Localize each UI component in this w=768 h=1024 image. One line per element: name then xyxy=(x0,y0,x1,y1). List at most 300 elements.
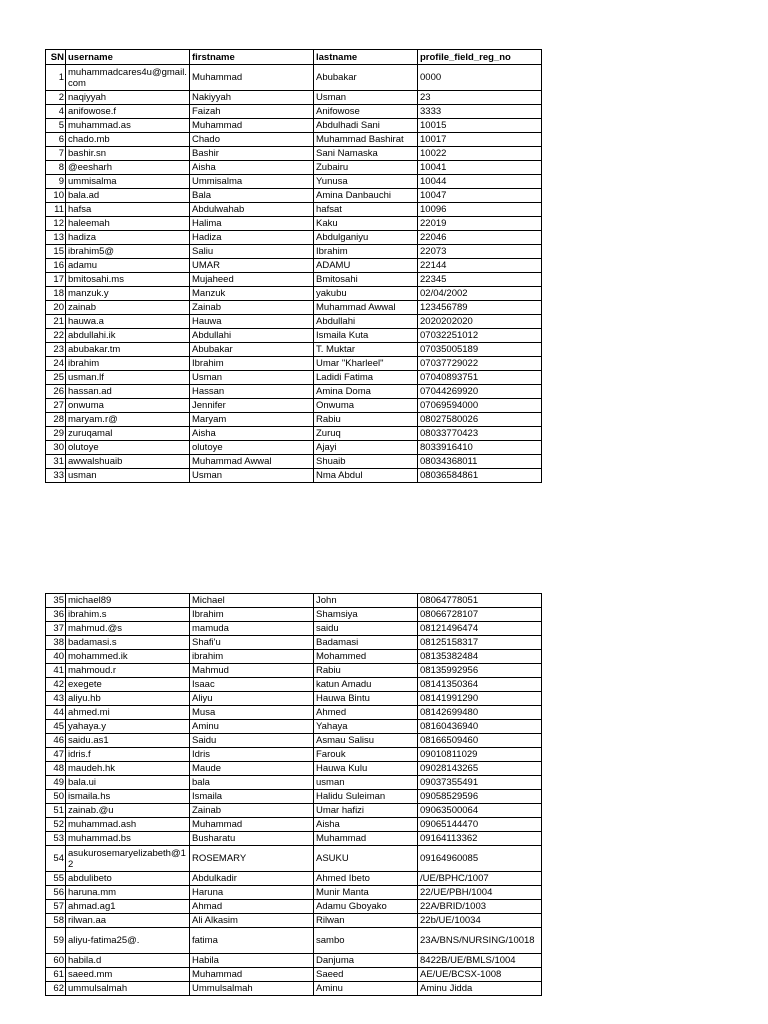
table-row xyxy=(46,720,542,734)
cell-username: @eesharh xyxy=(66,161,190,175)
cell-reg-no: 8422B/UE/BMLS/1004 xyxy=(418,954,542,968)
cell-firstname: Chado xyxy=(190,133,314,147)
table-row xyxy=(46,357,542,371)
table-row xyxy=(46,846,542,872)
cell-username: zuruqamal xyxy=(66,427,190,441)
cell-sn: 51 xyxy=(46,804,66,818)
cell-username: onwuma xyxy=(66,399,190,413)
cell-lastname: sambo xyxy=(314,928,418,954)
cell-reg-no: 08135992956 xyxy=(418,664,542,678)
table-row xyxy=(46,664,542,678)
cell-lastname: saidu xyxy=(314,622,418,636)
cell-username: saeed.mm xyxy=(66,968,190,982)
cell-lastname: yakubu xyxy=(314,287,418,301)
cell-sn: 55 xyxy=(46,872,66,886)
cell-firstname: Musa xyxy=(190,706,314,720)
table-row xyxy=(46,343,542,357)
cell-firstname: Idris xyxy=(190,748,314,762)
cell-lastname: Danjuma xyxy=(314,954,418,968)
cell-username: olutoye xyxy=(66,441,190,455)
cell-reg-no: AE/UE/BCSX-1008 xyxy=(418,968,542,982)
header-reg-no: profile_field_reg_no xyxy=(418,50,542,65)
table-row xyxy=(46,594,542,608)
cell-username: exegete xyxy=(66,678,190,692)
table-row xyxy=(46,65,542,91)
cell-username: ibrahim.s xyxy=(66,608,190,622)
cell-reg-no: 07037729022 xyxy=(418,357,542,371)
cell-sn: 44 xyxy=(46,706,66,720)
cell-lastname: Kaku xyxy=(314,217,418,231)
cell-reg-no: 08027580026 xyxy=(418,413,542,427)
cell-username: adamu xyxy=(66,259,190,273)
cell-lastname: Farouk xyxy=(314,748,418,762)
table-row xyxy=(46,399,542,413)
table-row xyxy=(46,608,542,622)
cell-firstname: Shafi'u xyxy=(190,636,314,650)
cell-username: hauwa.a xyxy=(66,315,190,329)
cell-reg-no: 10096 xyxy=(418,203,542,217)
cell-sn: 59 xyxy=(46,928,66,954)
cell-firstname: Abdulwahab xyxy=(190,203,314,217)
cell-reg-no: 23 xyxy=(418,91,542,105)
cell-sn: 62 xyxy=(46,982,66,996)
cell-sn: 52 xyxy=(46,818,66,832)
table-row xyxy=(46,245,542,259)
table-row xyxy=(46,91,542,105)
cell-sn: 15 xyxy=(46,245,66,259)
table-row xyxy=(46,914,542,928)
table-row xyxy=(46,273,542,287)
table-row xyxy=(46,748,542,762)
cell-sn: 57 xyxy=(46,900,66,914)
cell-username: aliyu-fatima25@. xyxy=(66,928,190,954)
cell-username: muhammad.ash xyxy=(66,818,190,832)
cell-lastname: Abdullahi xyxy=(314,315,418,329)
cell-firstname: olutoye xyxy=(190,441,314,455)
cell-username: mahmoud.r xyxy=(66,664,190,678)
cell-reg-no: 09065144470 xyxy=(418,818,542,832)
cell-sn: 16 xyxy=(46,259,66,273)
cell-sn: 58 xyxy=(46,914,66,928)
cell-firstname: Zainab xyxy=(190,804,314,818)
cell-lastname: Usman xyxy=(314,91,418,105)
cell-username: hassan.ad xyxy=(66,385,190,399)
cell-firstname: Ahmad xyxy=(190,900,314,914)
cell-username: abubakar.tm xyxy=(66,343,190,357)
cell-firstname: Ibrahim xyxy=(190,357,314,371)
cell-reg-no: 22144 xyxy=(418,259,542,273)
cell-lastname: Umar "Kharleel" xyxy=(314,357,418,371)
cell-firstname: Aisha xyxy=(190,427,314,441)
table-row xyxy=(46,133,542,147)
cell-lastname: Ajayi xyxy=(314,441,418,455)
cell-reg-no: 08135382484 xyxy=(418,650,542,664)
table-row xyxy=(46,982,542,996)
cell-lastname: Shamsiya xyxy=(314,608,418,622)
cell-firstname: Halima xyxy=(190,217,314,231)
cell-firstname: Muhammad xyxy=(190,65,314,91)
cell-username: ahmad.ag1 xyxy=(66,900,190,914)
cell-lastname: ASUKU xyxy=(314,846,418,872)
cell-firstname: Faizah xyxy=(190,105,314,119)
cell-firstname: Mujaheed xyxy=(190,273,314,287)
cell-firstname: Bashir xyxy=(190,147,314,161)
cell-reg-no: 09037355491 xyxy=(418,776,542,790)
cell-username: zainab.@u xyxy=(66,804,190,818)
cell-sn: 41 xyxy=(46,664,66,678)
cell-firstname: Hauwa xyxy=(190,315,314,329)
table-row xyxy=(46,287,542,301)
cell-username: manzuk.y xyxy=(66,287,190,301)
cell-firstname: Aisha xyxy=(190,161,314,175)
cell-reg-no: 08141350364 xyxy=(418,678,542,692)
header-row xyxy=(46,50,542,65)
table-row xyxy=(46,231,542,245)
table-row xyxy=(46,776,542,790)
cell-lastname: katun Amadu xyxy=(314,678,418,692)
cell-sn: 20 xyxy=(46,301,66,315)
cell-reg-no: 07069594000 xyxy=(418,399,542,413)
cell-sn: 37 xyxy=(46,622,66,636)
cell-sn: 46 xyxy=(46,734,66,748)
cell-reg-no: 10022 xyxy=(418,147,542,161)
cell-username: awwalshuaib xyxy=(66,455,190,469)
cell-firstname: Ali Alkasim xyxy=(190,914,314,928)
cell-reg-no: 08160436940 xyxy=(418,720,542,734)
header-sn: SN xyxy=(46,50,66,65)
cell-lastname: Munir Manta xyxy=(314,886,418,900)
cell-username: bmitosahi.ms xyxy=(66,273,190,287)
cell-reg-no: 3333 xyxy=(418,105,542,119)
cell-username: hadiza xyxy=(66,231,190,245)
cell-lastname: John xyxy=(314,594,418,608)
table-row xyxy=(46,455,542,469)
cell-reg-no: 08034368011 xyxy=(418,455,542,469)
cell-username: ibrahim5@ xyxy=(66,245,190,259)
table-row xyxy=(46,790,542,804)
cell-reg-no: 10047 xyxy=(418,189,542,203)
cell-sn: 56 xyxy=(46,886,66,900)
cell-sn: 33 xyxy=(46,469,66,483)
cell-firstname: Ummisalma xyxy=(190,175,314,189)
cell-lastname: Adamu Gboyako xyxy=(314,900,418,914)
cell-reg-no: 22A/BRID/1003 xyxy=(418,900,542,914)
cell-reg-no: 10015 xyxy=(418,119,542,133)
cell-username: ibrahim xyxy=(66,357,190,371)
cell-lastname: Rabiu xyxy=(314,664,418,678)
cell-lastname: Sani Namaska xyxy=(314,147,418,161)
cell-firstname: Mahmud xyxy=(190,664,314,678)
cell-lastname: Rilwan xyxy=(314,914,418,928)
cell-firstname: Manzuk xyxy=(190,287,314,301)
cell-firstname: Bala xyxy=(190,189,314,203)
cell-sn: 35 xyxy=(46,594,66,608)
cell-lastname: Zuruq xyxy=(314,427,418,441)
cell-firstname: Busharatu xyxy=(190,832,314,846)
cell-lastname: Abdulganiyu xyxy=(314,231,418,245)
table-row xyxy=(46,928,542,954)
cell-username: bala.ad xyxy=(66,189,190,203)
cell-lastname: Zubairu xyxy=(314,161,418,175)
table-row xyxy=(46,636,542,650)
cell-reg-no: 08066728107 xyxy=(418,608,542,622)
cell-sn: 2 xyxy=(46,91,66,105)
cell-sn: 22 xyxy=(46,329,66,343)
cell-username: maudeh.hk xyxy=(66,762,190,776)
cell-lastname: Muhammad Awwal xyxy=(314,301,418,315)
cell-firstname: Maude xyxy=(190,762,314,776)
cell-sn: 10 xyxy=(46,189,66,203)
cell-reg-no: 10017 xyxy=(418,133,542,147)
cell-lastname: Saeed xyxy=(314,968,418,982)
table-row xyxy=(46,804,542,818)
cell-lastname: Aisha xyxy=(314,818,418,832)
cell-firstname: Michael xyxy=(190,594,314,608)
table-row xyxy=(46,189,542,203)
cell-lastname: Abubakar xyxy=(314,65,418,91)
cell-firstname: Saidu xyxy=(190,734,314,748)
cell-lastname: Ahmed xyxy=(314,706,418,720)
cell-username: muhammad.as xyxy=(66,119,190,133)
table-row xyxy=(46,413,542,427)
cell-username: usman.lf xyxy=(66,371,190,385)
cell-sn: 25 xyxy=(46,371,66,385)
cell-lastname: Hauwa Kulu xyxy=(314,762,418,776)
table-row xyxy=(46,968,542,982)
cell-firstname: mamuda xyxy=(190,622,314,636)
cell-firstname: ibrahim xyxy=(190,650,314,664)
cell-lastname: Yunusa xyxy=(314,175,418,189)
cell-reg-no: 08125158317 xyxy=(418,636,542,650)
cell-sn: 61 xyxy=(46,968,66,982)
table-row xyxy=(46,706,542,720)
cell-lastname: Halidu Suleiman xyxy=(314,790,418,804)
cell-reg-no: 09164960085 xyxy=(418,846,542,872)
table-row xyxy=(46,469,542,483)
header-lastname: lastname xyxy=(314,50,418,65)
cell-firstname: Muhammad xyxy=(190,818,314,832)
table-row xyxy=(46,692,542,706)
cell-sn: 5 xyxy=(46,119,66,133)
table-row xyxy=(46,678,542,692)
cell-username: chado.mb xyxy=(66,133,190,147)
table-row xyxy=(46,259,542,273)
cell-sn: 1 xyxy=(46,65,66,91)
cell-username: abdulibeto xyxy=(66,872,190,886)
cell-reg-no: 07040893751 xyxy=(418,371,542,385)
cell-firstname: Muhammad xyxy=(190,119,314,133)
cell-firstname: Haruna xyxy=(190,886,314,900)
table-row xyxy=(46,147,542,161)
table-row xyxy=(46,900,542,914)
cell-firstname: Hassan xyxy=(190,385,314,399)
table-row xyxy=(46,175,542,189)
cell-firstname: Aliyu xyxy=(190,692,314,706)
cell-reg-no: 02/04/2002 xyxy=(418,287,542,301)
cell-lastname: Asmau Salisu xyxy=(314,734,418,748)
cell-username: mohammed.ik xyxy=(66,650,190,664)
cell-lastname: Yahaya xyxy=(314,720,418,734)
cell-sn: 40 xyxy=(46,650,66,664)
cell-reg-no: 2020202020 xyxy=(418,315,542,329)
cell-username: muhammad.bs xyxy=(66,832,190,846)
cell-sn: 23 xyxy=(46,343,66,357)
cell-username: hafsa xyxy=(66,203,190,217)
cell-username: ummisalma xyxy=(66,175,190,189)
cell-firstname: Abdulkadir xyxy=(190,872,314,886)
table-row xyxy=(46,119,542,133)
cell-sn: 8 xyxy=(46,161,66,175)
cell-firstname: Hadiza xyxy=(190,231,314,245)
cell-firstname: Aminu xyxy=(190,720,314,734)
cell-reg-no: 22019 xyxy=(418,217,542,231)
table-body-top xyxy=(46,65,542,483)
table-row xyxy=(46,441,542,455)
cell-firstname: Zainab xyxy=(190,301,314,315)
cell-username: mahmud.@s xyxy=(66,622,190,636)
table-row xyxy=(46,734,542,748)
table-row xyxy=(46,427,542,441)
cell-firstname: Muhammad xyxy=(190,968,314,982)
cell-lastname: Shuaib xyxy=(314,455,418,469)
cell-sn: 13 xyxy=(46,231,66,245)
cell-sn: 42 xyxy=(46,678,66,692)
table-body-bottom xyxy=(46,594,542,996)
table-row xyxy=(46,622,542,636)
cell-username: asukurosemaryelizabeth@12 xyxy=(66,846,190,872)
header-firstname: firstname xyxy=(190,50,314,65)
cell-reg-no: 07032251012 xyxy=(418,329,542,343)
cell-lastname: Umar hafizi xyxy=(314,804,418,818)
cell-sn: 47 xyxy=(46,748,66,762)
cell-sn: 43 xyxy=(46,692,66,706)
cell-sn: 26 xyxy=(46,385,66,399)
cell-sn: 6 xyxy=(46,133,66,147)
cell-reg-no: 10041 xyxy=(418,161,542,175)
cell-sn: 29 xyxy=(46,427,66,441)
cell-username: idris.f xyxy=(66,748,190,762)
cell-reg-no: 22/UE/PBH/1004 xyxy=(418,886,542,900)
cell-firstname: Nakiyyah xyxy=(190,91,314,105)
table-row xyxy=(46,301,542,315)
cell-sn: 45 xyxy=(46,720,66,734)
cell-lastname: Rabiu xyxy=(314,413,418,427)
cell-lastname: Aminu xyxy=(314,982,418,996)
cell-lastname: Ismaila Kuta xyxy=(314,329,418,343)
cell-lastname: usman xyxy=(314,776,418,790)
cell-firstname: Ibrahim xyxy=(190,608,314,622)
cell-username: zainab xyxy=(66,301,190,315)
cell-lastname: hafsat xyxy=(314,203,418,217)
cell-username: aliyu.hb xyxy=(66,692,190,706)
cell-lastname: Abdulhadi Sani xyxy=(314,119,418,133)
cell-lastname: Anifowose xyxy=(314,105,418,119)
cell-sn: 53 xyxy=(46,832,66,846)
cell-reg-no: 07035005189 xyxy=(418,343,542,357)
cell-sn: 9 xyxy=(46,175,66,189)
cell-lastname: T. Muktar xyxy=(314,343,418,357)
cell-lastname: Muhammad Bashirat xyxy=(314,133,418,147)
table-row xyxy=(46,203,542,217)
cell-lastname: ADAMU xyxy=(314,259,418,273)
cell-lastname: Ladidi Fatima xyxy=(314,371,418,385)
table-row xyxy=(46,329,542,343)
cell-firstname: Ismaila xyxy=(190,790,314,804)
cell-sn: 24 xyxy=(46,357,66,371)
cell-reg-no: 09010811029 xyxy=(418,748,542,762)
cell-firstname: Abubakar xyxy=(190,343,314,357)
cell-lastname: Mohammed xyxy=(314,650,418,664)
cell-reg-no: 08064778051 xyxy=(418,594,542,608)
cell-sn: 27 xyxy=(46,399,66,413)
cell-reg-no: 22046 xyxy=(418,231,542,245)
cell-firstname: Abdullahi xyxy=(190,329,314,343)
cell-sn: 54 xyxy=(46,846,66,872)
cell-reg-no: 8033916410 xyxy=(418,441,542,455)
table-row xyxy=(46,954,542,968)
cell-username: maryam.r@ xyxy=(66,413,190,427)
cell-reg-no: 0000 xyxy=(418,65,542,91)
table-row xyxy=(46,762,542,776)
table-row xyxy=(46,371,542,385)
cell-sn: 60 xyxy=(46,954,66,968)
table-row xyxy=(46,886,542,900)
cell-firstname: ROSEMARY xyxy=(190,846,314,872)
cell-reg-no: 22073 xyxy=(418,245,542,259)
cell-username: usman xyxy=(66,469,190,483)
cell-sn: 50 xyxy=(46,790,66,804)
table-row xyxy=(46,818,542,832)
cell-firstname: bala xyxy=(190,776,314,790)
table-row xyxy=(46,832,542,846)
user-table-bottom xyxy=(45,593,542,996)
cell-sn: 18 xyxy=(46,287,66,301)
cell-firstname: Maryam xyxy=(190,413,314,427)
cell-username: naqiyyah xyxy=(66,91,190,105)
cell-reg-no: 09063500064 xyxy=(418,804,542,818)
cell-username: haleemah xyxy=(66,217,190,231)
cell-username: muhammadcares4u@gmail.com xyxy=(66,65,190,91)
cell-lastname: Amina Danbauchi xyxy=(314,189,418,203)
cell-firstname: Habila xyxy=(190,954,314,968)
cell-firstname: UMAR xyxy=(190,259,314,273)
cell-reg-no: 08036584861 xyxy=(418,469,542,483)
table-row xyxy=(46,161,542,175)
cell-reg-no: 09058529596 xyxy=(418,790,542,804)
cell-sn: 17 xyxy=(46,273,66,287)
cell-lastname: Hauwa Bintu xyxy=(314,692,418,706)
cell-reg-no: Aminu Jidda xyxy=(418,982,542,996)
cell-reg-no: 08033770423 xyxy=(418,427,542,441)
cell-username: bala.ui xyxy=(66,776,190,790)
cell-username: badamasi.s xyxy=(66,636,190,650)
cell-username: bashir.sn xyxy=(66,147,190,161)
cell-lastname: Bmitosahi xyxy=(314,273,418,287)
cell-sn: 48 xyxy=(46,762,66,776)
cell-reg-no: 23A/BNS/NURSING/10018 xyxy=(418,928,542,954)
cell-firstname: Usman xyxy=(190,371,314,385)
cell-sn: 4 xyxy=(46,105,66,119)
cell-username: ummulsalmah xyxy=(66,982,190,996)
cell-lastname: Onwuma xyxy=(314,399,418,413)
cell-reg-no: 08166509460 xyxy=(418,734,542,748)
cell-reg-no: 07044269920 xyxy=(418,385,542,399)
cell-username: ahmed.mi xyxy=(66,706,190,720)
cell-lastname: Muhammad xyxy=(314,832,418,846)
cell-reg-no: 09164113362 xyxy=(418,832,542,846)
cell-lastname: Nma Abdul xyxy=(314,469,418,483)
cell-reg-no: /UE/BPHC/1007 xyxy=(418,872,542,886)
